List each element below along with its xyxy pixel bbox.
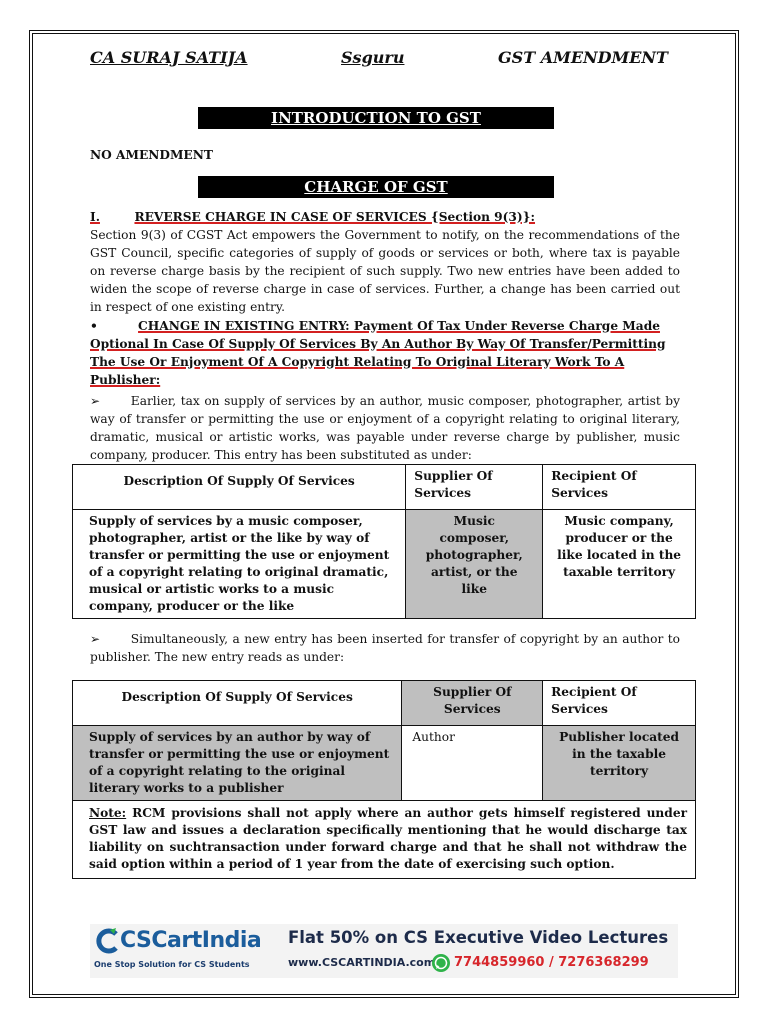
cscart-logo-icon — [96, 928, 122, 954]
whatsapp-icon — [432, 954, 450, 972]
no-amendment-label: NO AMENDMENT — [90, 148, 213, 162]
table1-cell-recipient: Music company, producer or the like located in the taxable territory — [543, 510, 696, 619]
promo-banner[interactable] — [90, 924, 678, 978]
subsection-number: I. — [90, 210, 100, 224]
existing-entry-heading — [90, 317, 680, 389]
point-simultaneously — [90, 630, 680, 666]
table1-cell-supplier: Music composer, photographer, artist, or the like — [406, 510, 543, 619]
rcm-table-existing — [72, 464, 696, 619]
banner-phone-numbers[interactable]: 7744859960 / 7276368299 — [454, 955, 649, 970]
subsection-heading — [90, 208, 535, 226]
table2-cell-description: Supply of services by an author by way of transfer or permitting the use or enjoyment of a copyright relating to the original literary works to a publisher — [73, 726, 402, 801]
point-earlier — [90, 392, 680, 464]
section-title-charge: CHARGE OF GST — [198, 176, 554, 198]
table2-note — [73, 801, 696, 879]
table1-cell-description: Supply of services by a music composer, photographer, artist or the like by way of transfer or permitting the use or enjoyment of a copyright relating to original dramatic, musical or artistic works to a music company, producer or the like — [73, 510, 406, 619]
table2-header-recipient: Recipient Of Services — [543, 681, 696, 726]
bullet-icon: • — [90, 319, 98, 333]
table2-header-supplier: Supplier Of Services — [402, 681, 543, 726]
table2-header-description: Description Of Supply Of Services — [73, 681, 402, 726]
table1-header-recipient: Recipient Of Services — [543, 465, 696, 510]
existing-entry-title: CHANGE IN EXISTING ENTRY: Payment Of Tax Under Reverse Charge Made Optional In Case Of Supply Of Services By An Author By Way Of Transfer/Permitting The Use Or Enjoyment Of A Copyright Relating To Original Literary Work To A Publisher: — [90, 319, 666, 387]
header-brand: Ssguru — [341, 48, 405, 67]
banner-url[interactable]: www.CSCARTINDIA.com — [288, 956, 436, 969]
point-earlier-text: Earlier, tax on supply of services by an author, music composer, photographer, artist by way of transfer or permitting the use or enjoyment of a copyright relating to original literary, dramatic, musical or artistic works, was payable under reverse charge by publisher, music company, producer. This entry has been substituted as under: — [90, 394, 680, 462]
point-simultaneously-text: Simultaneously, a new entry has been inserted for transfer of copyright by an author to publisher. The new entry reads as under: — [90, 632, 681, 664]
section-title-introduction: INTRODUCTION TO GST — [198, 107, 554, 129]
header-author: CA SURAJ SATIJA — [90, 48, 248, 67]
table2-cell-recipient: Publisher located in the taxable territory — [543, 726, 696, 801]
arrow-icon: ➢ — [90, 632, 101, 646]
note-label: Note: — [89, 806, 127, 820]
banner-headline: Flat 50% on CS Executive Video Lectures — [288, 928, 669, 947]
arrow-icon: ➢ — [90, 394, 101, 408]
note-text: RCM provisions shall not apply where an author gets himself registered under GST law and issues a declaration specifically mentioning that he would discharge tax liability on suchtransaction under forward charge and that he shall not withdraw the said option within a period of 1 year from the date of exercising such option. — [89, 806, 687, 871]
table1-header-description: Description Of Supply Of Services — [73, 465, 406, 510]
table1-header-supplier: Supplier Of Services — [406, 465, 543, 510]
table2-cell-supplier: Author — [402, 726, 543, 801]
reverse-charge-intro: Section 9(3) of CGST Act empowers the Government to notify, on the recommendations of the GST Council, specific categories of supply of goods or services or both, where tax is payable on reverse charge basis by the recipient of such supply. Two new entries have been added to widen the scope of reverse charge in case of services. Further, a change has been carried out in respect of one existing entry. — [90, 228, 680, 314]
rcm-table-new-entry — [72, 680, 696, 879]
header-topic: GST AMENDMENT — [498, 48, 668, 67]
logo-tagline: One Stop Solution for CS Students — [94, 960, 250, 969]
subsection-title: REVERSE CHARGE IN CASE OF SERVICES {Section 9(3)}: — [134, 210, 536, 224]
cscart-logo: CSCartIndia — [120, 928, 262, 953]
